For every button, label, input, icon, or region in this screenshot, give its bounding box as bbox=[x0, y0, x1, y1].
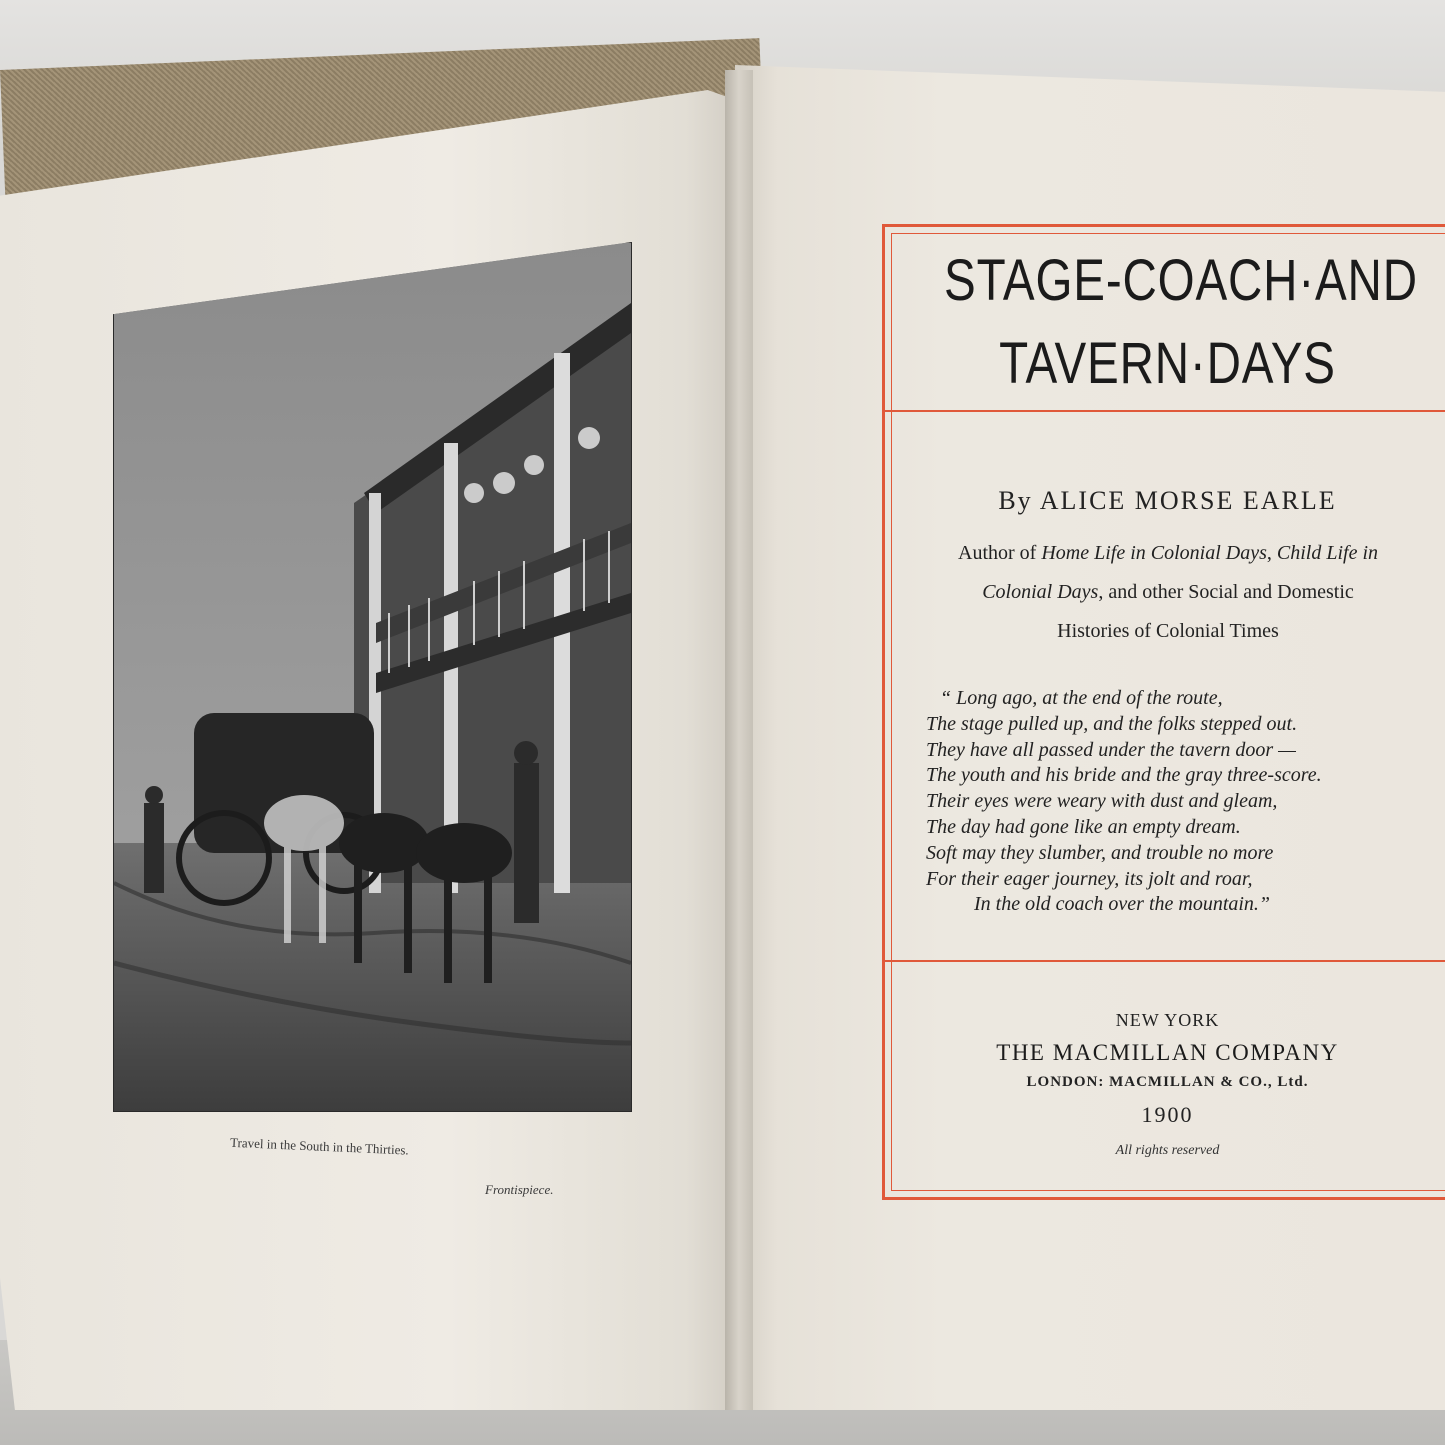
poem-divider-rule bbox=[882, 960, 1445, 962]
book-title-line-2: TAVERN·DAYS bbox=[999, 331, 1336, 396]
poem-line: They have all passed under the tavern door — bbox=[926, 738, 1296, 761]
epigraph-poem bbox=[920, 686, 1440, 918]
poem-line: The day had gone like an empty dream. bbox=[926, 815, 1241, 838]
stage-coach-engraving bbox=[114, 243, 631, 1111]
author-work-2b: Colonial Days bbox=[982, 581, 1099, 603]
poem-line: The stage pulled up, and the folks stepped out. bbox=[926, 712, 1298, 735]
author-byline: By ALICE MORSE EARLE bbox=[998, 486, 1337, 515]
plate-label: Frontispiece. bbox=[485, 1182, 554, 1197]
frontispiece-illustration bbox=[113, 242, 632, 1112]
poem-line: “ Long ago, at the end of the route, bbox=[940, 687, 1223, 709]
poem-line: The youth and his bride and the gray three-score. bbox=[926, 764, 1322, 787]
plate-caption: Travel in the South in the Thirties. bbox=[229, 1134, 410, 1158]
publisher-name: THE MACMILLAN COMPANY bbox=[996, 1040, 1339, 1065]
poem-line: For their eager journey, its jolt and roar, bbox=[926, 867, 1253, 890]
publisher-london: LONDON: MACMILLAN & CO., Ltd. bbox=[1026, 1074, 1309, 1090]
publisher-city: NEW YORK bbox=[1115, 1010, 1220, 1030]
title-divider-rule bbox=[882, 410, 1445, 412]
author-description bbox=[898, 534, 1438, 651]
book-title-line-1: STAGE-COACH·AND bbox=[944, 248, 1418, 313]
book-gutter bbox=[725, 70, 753, 1410]
rights-notice: All rights reserved bbox=[1115, 1143, 1220, 1158]
author-desc-prefix: Author of bbox=[958, 542, 1042, 564]
publication-year: 1900 bbox=[1141, 1102, 1194, 1127]
author-desc-rest-2: Histories of Colonial Times bbox=[1057, 620, 1279, 642]
author-work-1: Home Life in Colonial Days bbox=[1041, 542, 1267, 564]
poem-line: Soft may they slumber, and trouble no more bbox=[926, 841, 1274, 864]
author-desc-rest-1: , and other Social and Domestic bbox=[1098, 581, 1354, 603]
author-work-2a: Child Life in bbox=[1276, 542, 1378, 564]
poem-line: Their eyes were weary with dust and gleam, bbox=[926, 790, 1278, 813]
poem-line: In the old coach over the mountain.” bbox=[974, 893, 1271, 916]
author-desc-sep: , bbox=[1266, 542, 1277, 564]
